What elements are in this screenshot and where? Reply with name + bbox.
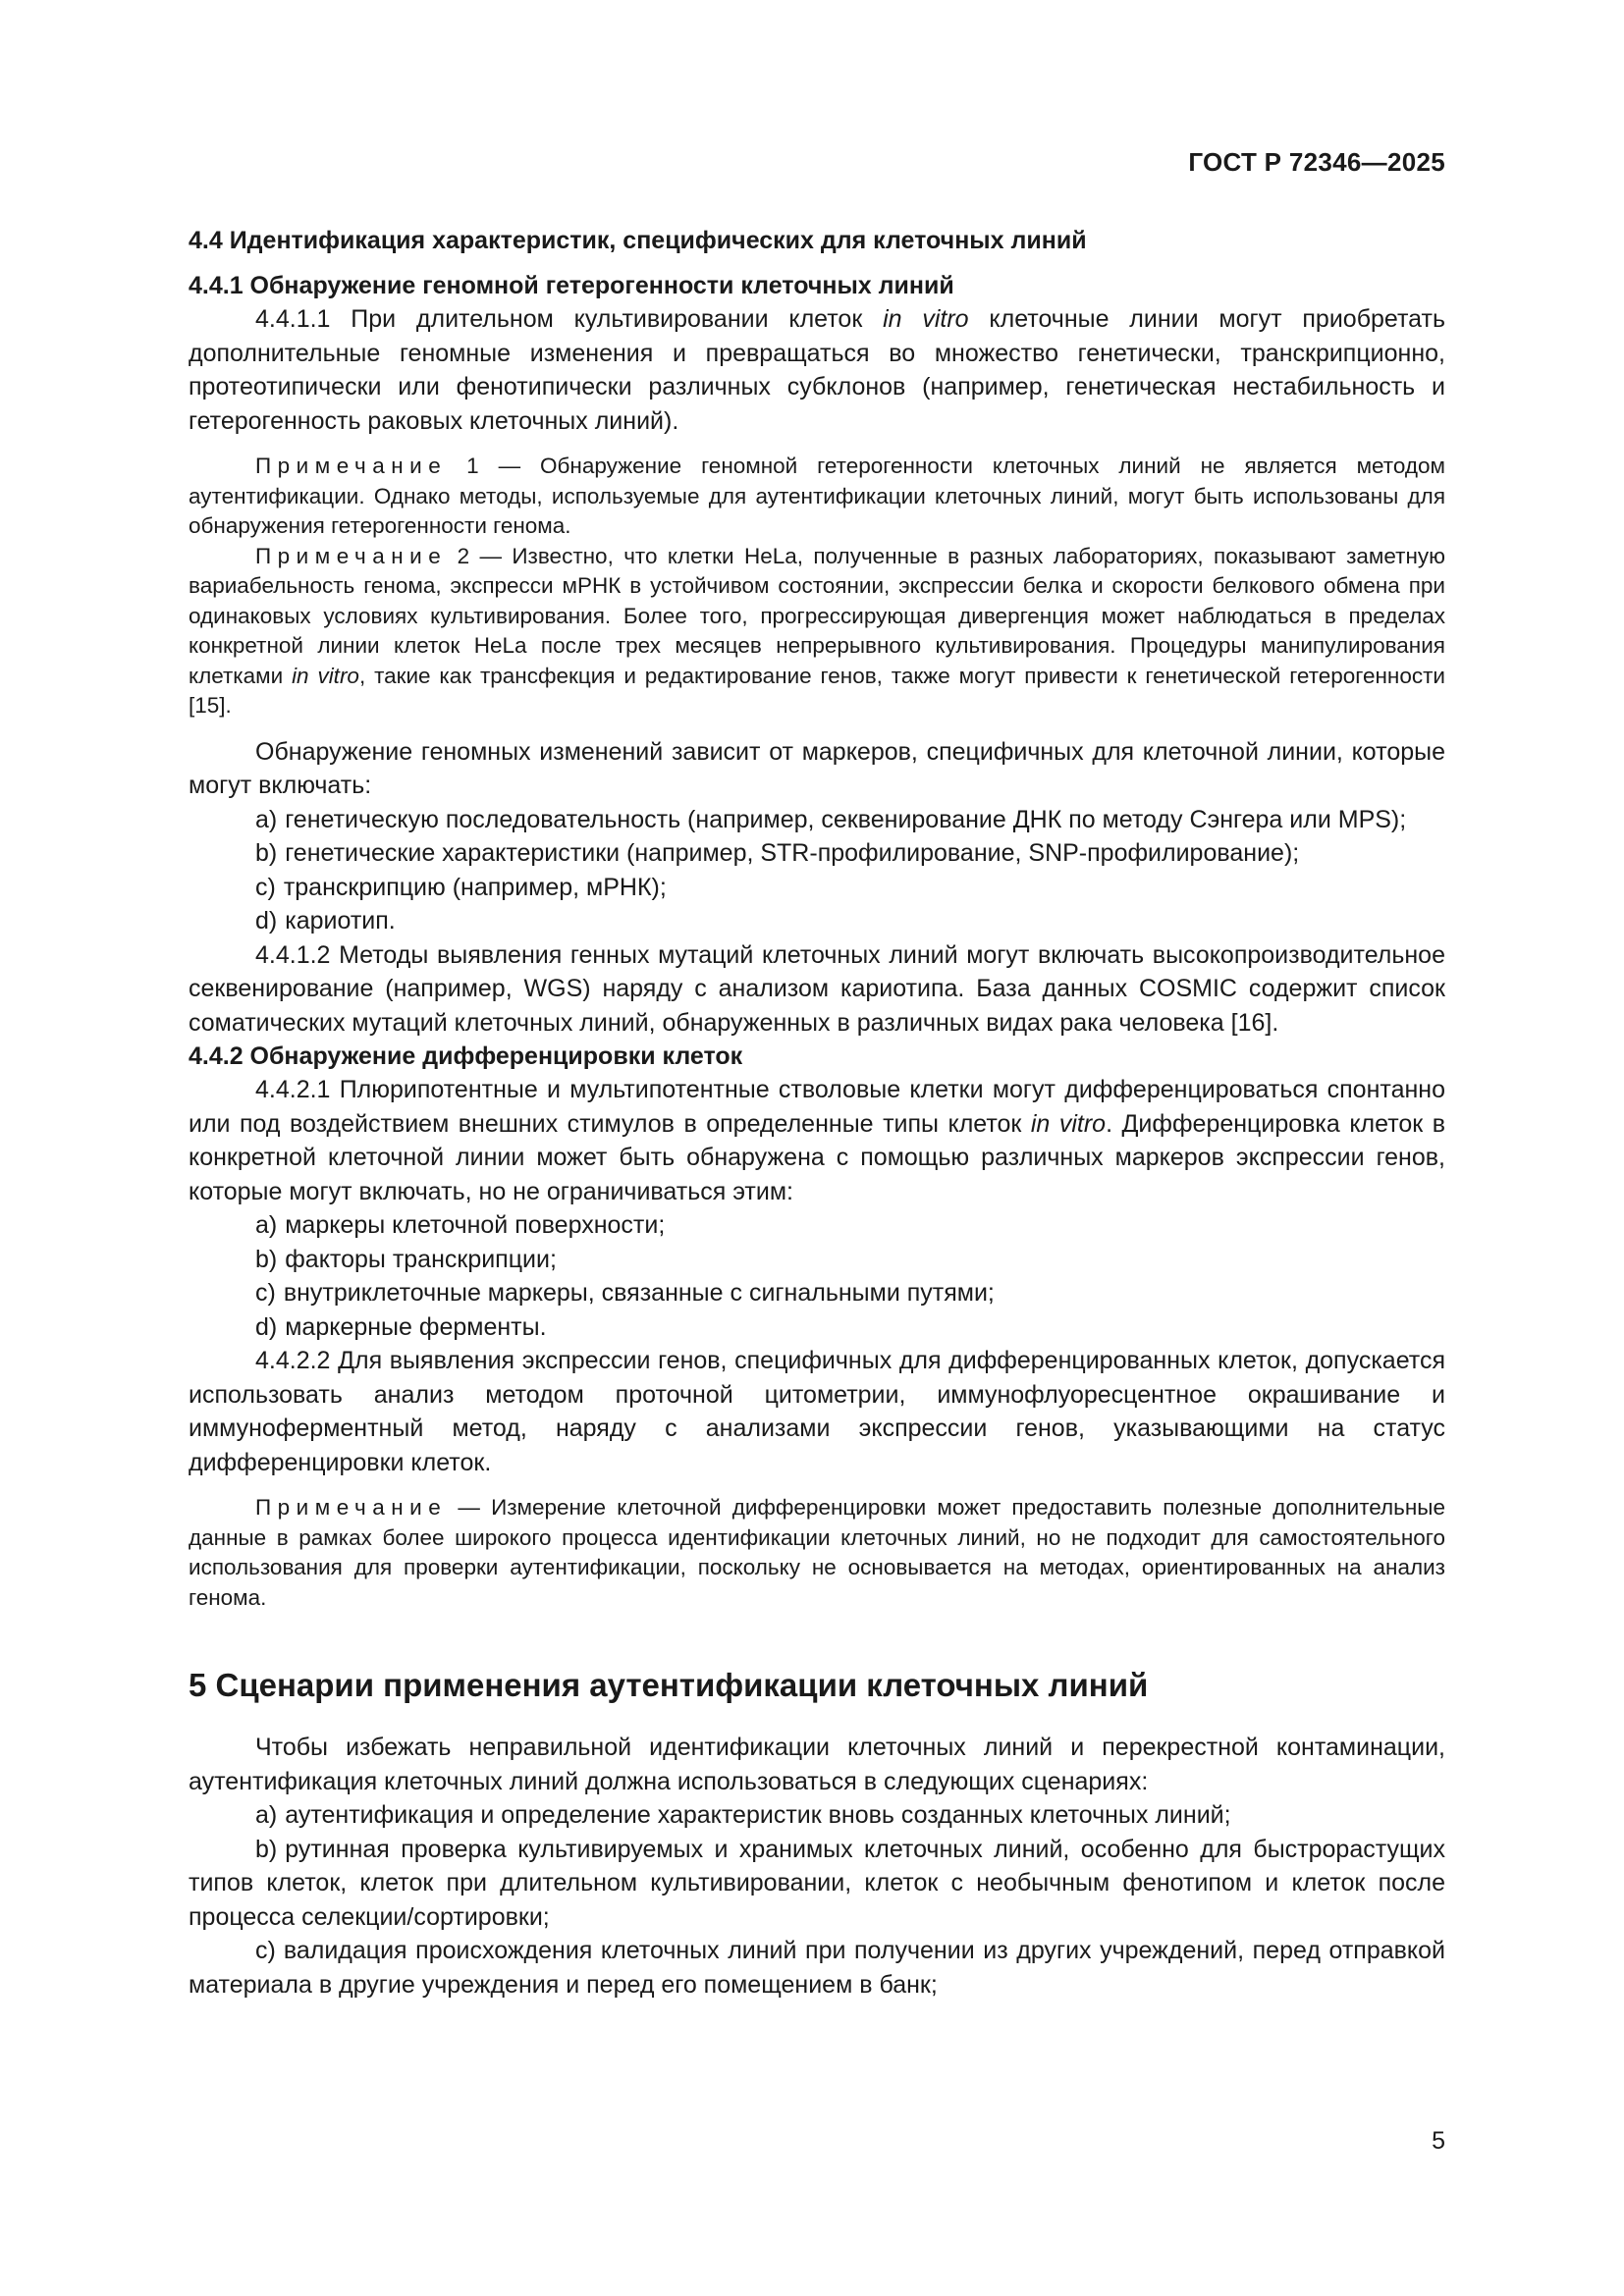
list-section-5 [189, 1798, 1445, 2002]
list-item: c) внутриклеточные маркеры, связанные с сигнальными путями; [255, 1279, 995, 1307]
note-label: Примечание [255, 1495, 448, 1520]
section-4-4-2-title: 4.4.2 Обнаружение дифференцировки клеток [189, 1042, 743, 1070]
list-item: a) маркеры клеточной поверхности; [255, 1211, 666, 1239]
list-item: d) кариотип. [255, 907, 396, 934]
section-5-title: 5 Сценарии применения аутентификации клеточных линий [189, 1667, 1149, 1703]
paragraph-4-4-1-2: 4.4.1.2 Методы выявления генных мутаций клеточных линий могут включать высокопроизводительное секвенирование (например, WGS) наряду с анализом кариотипа. База данных COSMIC содержит список соматических мутаций клеточных линий, обнаруженных в различных видах рака человека [16]. [189, 940, 1445, 1037]
list-item: c) валидация происхождения клеточных линий при получении из других учреждений, перед отправкой материала в другие учреждения и перед его помещением в банк; [189, 1937, 1445, 1999]
list-item: d) маркерные ферменты. [255, 1312, 547, 1341]
note-differentiation: Примечание — Измерение клеточной дифференцировки может предоставить полезные дополнительные данные в рамках более широкого процесса идентификации клеточных линий, но не подходит для самостоятельного использования для проверки аутентификации, поскольку не основывается на методах, ориентированных на анализ генома. [189, 1495, 1445, 1610]
list-item: a) генетическую последовательность (например, секвенирование ДНК по методу Сэнгера или MPS); [255, 805, 1407, 833]
list-4-4-1 [189, 803, 1445, 938]
section-4-4-title: 4.4 Идентификация характеристик, специфических для клеточных линий [189, 227, 1087, 254]
list-item: b) рутинная проверка культивируемых и хранимых клеточных линий, особенно для быстрорастущих типов клеток, клеток при длительном культивировании, клеток с необычным фенотипом и клеток после процесса селекции/сортировки; [189, 1835, 1445, 1931]
section-4-4-1-title: 4.4.1 Обнаружение геномной гетерогенности клеточных линий [189, 272, 954, 299]
list-item: c) транскрипцию (например, мРНК); [255, 873, 667, 901]
note-2: Примечание 2 — Известно, что клетки HeLa, полученные в разных лабораториях, показывают заметную вариабельность генома, экспресси мРНК в устойчивом состоянии, экспрессии белка и скорости белкового обмена при одинаковых условиях культивирования. Более того, прогрессирующая дивергенция может наблюдаться в пределах конкретной линии клеток HeLa после трех месяцев непрерывного культивирования. Процедуры манипулирования клетками in vitro, такие как трансфекция и редактирование генов, также могут привести к генетической гетерогенности [15]. [189, 543, 1445, 718]
list-4-4-2 [189, 1208, 1445, 1344]
list-item: a) аутентификация и определение характеристик вновь созданных клеточных линий; [255, 1801, 1231, 1829]
document-page [189, 0, 1445, 2296]
note-1: Примечание 1 — Обнаружение геномной гетерогенности клеточных линий не является методом аутентификации. Однако методы, используемые для аутентификации клеточных линий, могут быть использованы для обнаружения гетерогенности генома. [189, 454, 1445, 538]
paragraph-4-4-2-2: 4.4.2.2 Для выявления экспрессии генов, специфичных для дифференцированных клеток, допускается использовать анализ методом проточной цитометрии, иммунофлуоресцентное окрашивание и иммуноферментный метод, наряду с анализами экспрессии генов, указывающими на статус дифференцировки клеток. [189, 1347, 1445, 1476]
document-header: ГОСТ Р 72346—2025 [1188, 147, 1445, 177]
page-content [189, 224, 1445, 2002]
note-label: Примечание [255, 454, 448, 478]
list-item: b) генетические характеристики (например, STR-профилирование, SNP-профилирование); [255, 839, 1300, 867]
paragraph-genomic-changes: Обнаружение геномных изменений зависит от маркеров, специфичных для клеточной линии, которые могут включать: [189, 737, 1445, 799]
note-label: Примечание [255, 543, 448, 568]
list-item: b) факторы транскрипции; [255, 1245, 557, 1273]
paragraph-4-4-1-1: 4.4.1.1 При длительном культивировании клеток in vitro клеточные линии могут приобретать дополнительные геномные изменения и превращаться во множество генетически, транскрипционно, протеотипически или фенотипически различных субклонов (например, генетическая нестабильность и гетерогенность раковых клеточных линий). [189, 305, 1445, 435]
page-number: 5 [1432, 2127, 1445, 2155]
paragraph-section-5: Чтобы избежать неправильной идентификации клеточных линий и перекрестной контаминации, аутентификация клеточных линий должна использоваться в следующих сценариях: [189, 1734, 1445, 1795]
paragraph-4-4-2-1: 4.4.2.1 Плюрипотентные и мультипотентные стволовые клетки могут дифференцироваться спонтанно или под воздействием внешних стимулов в определенные типы клеток in vitro. Дифференцировка клеток в конкретной клеточной линии может быть обнаружена с помощью различных маркеров экспрессии генов, которые могут включать, но не ограничиваться этим: [189, 1076, 1445, 1205]
